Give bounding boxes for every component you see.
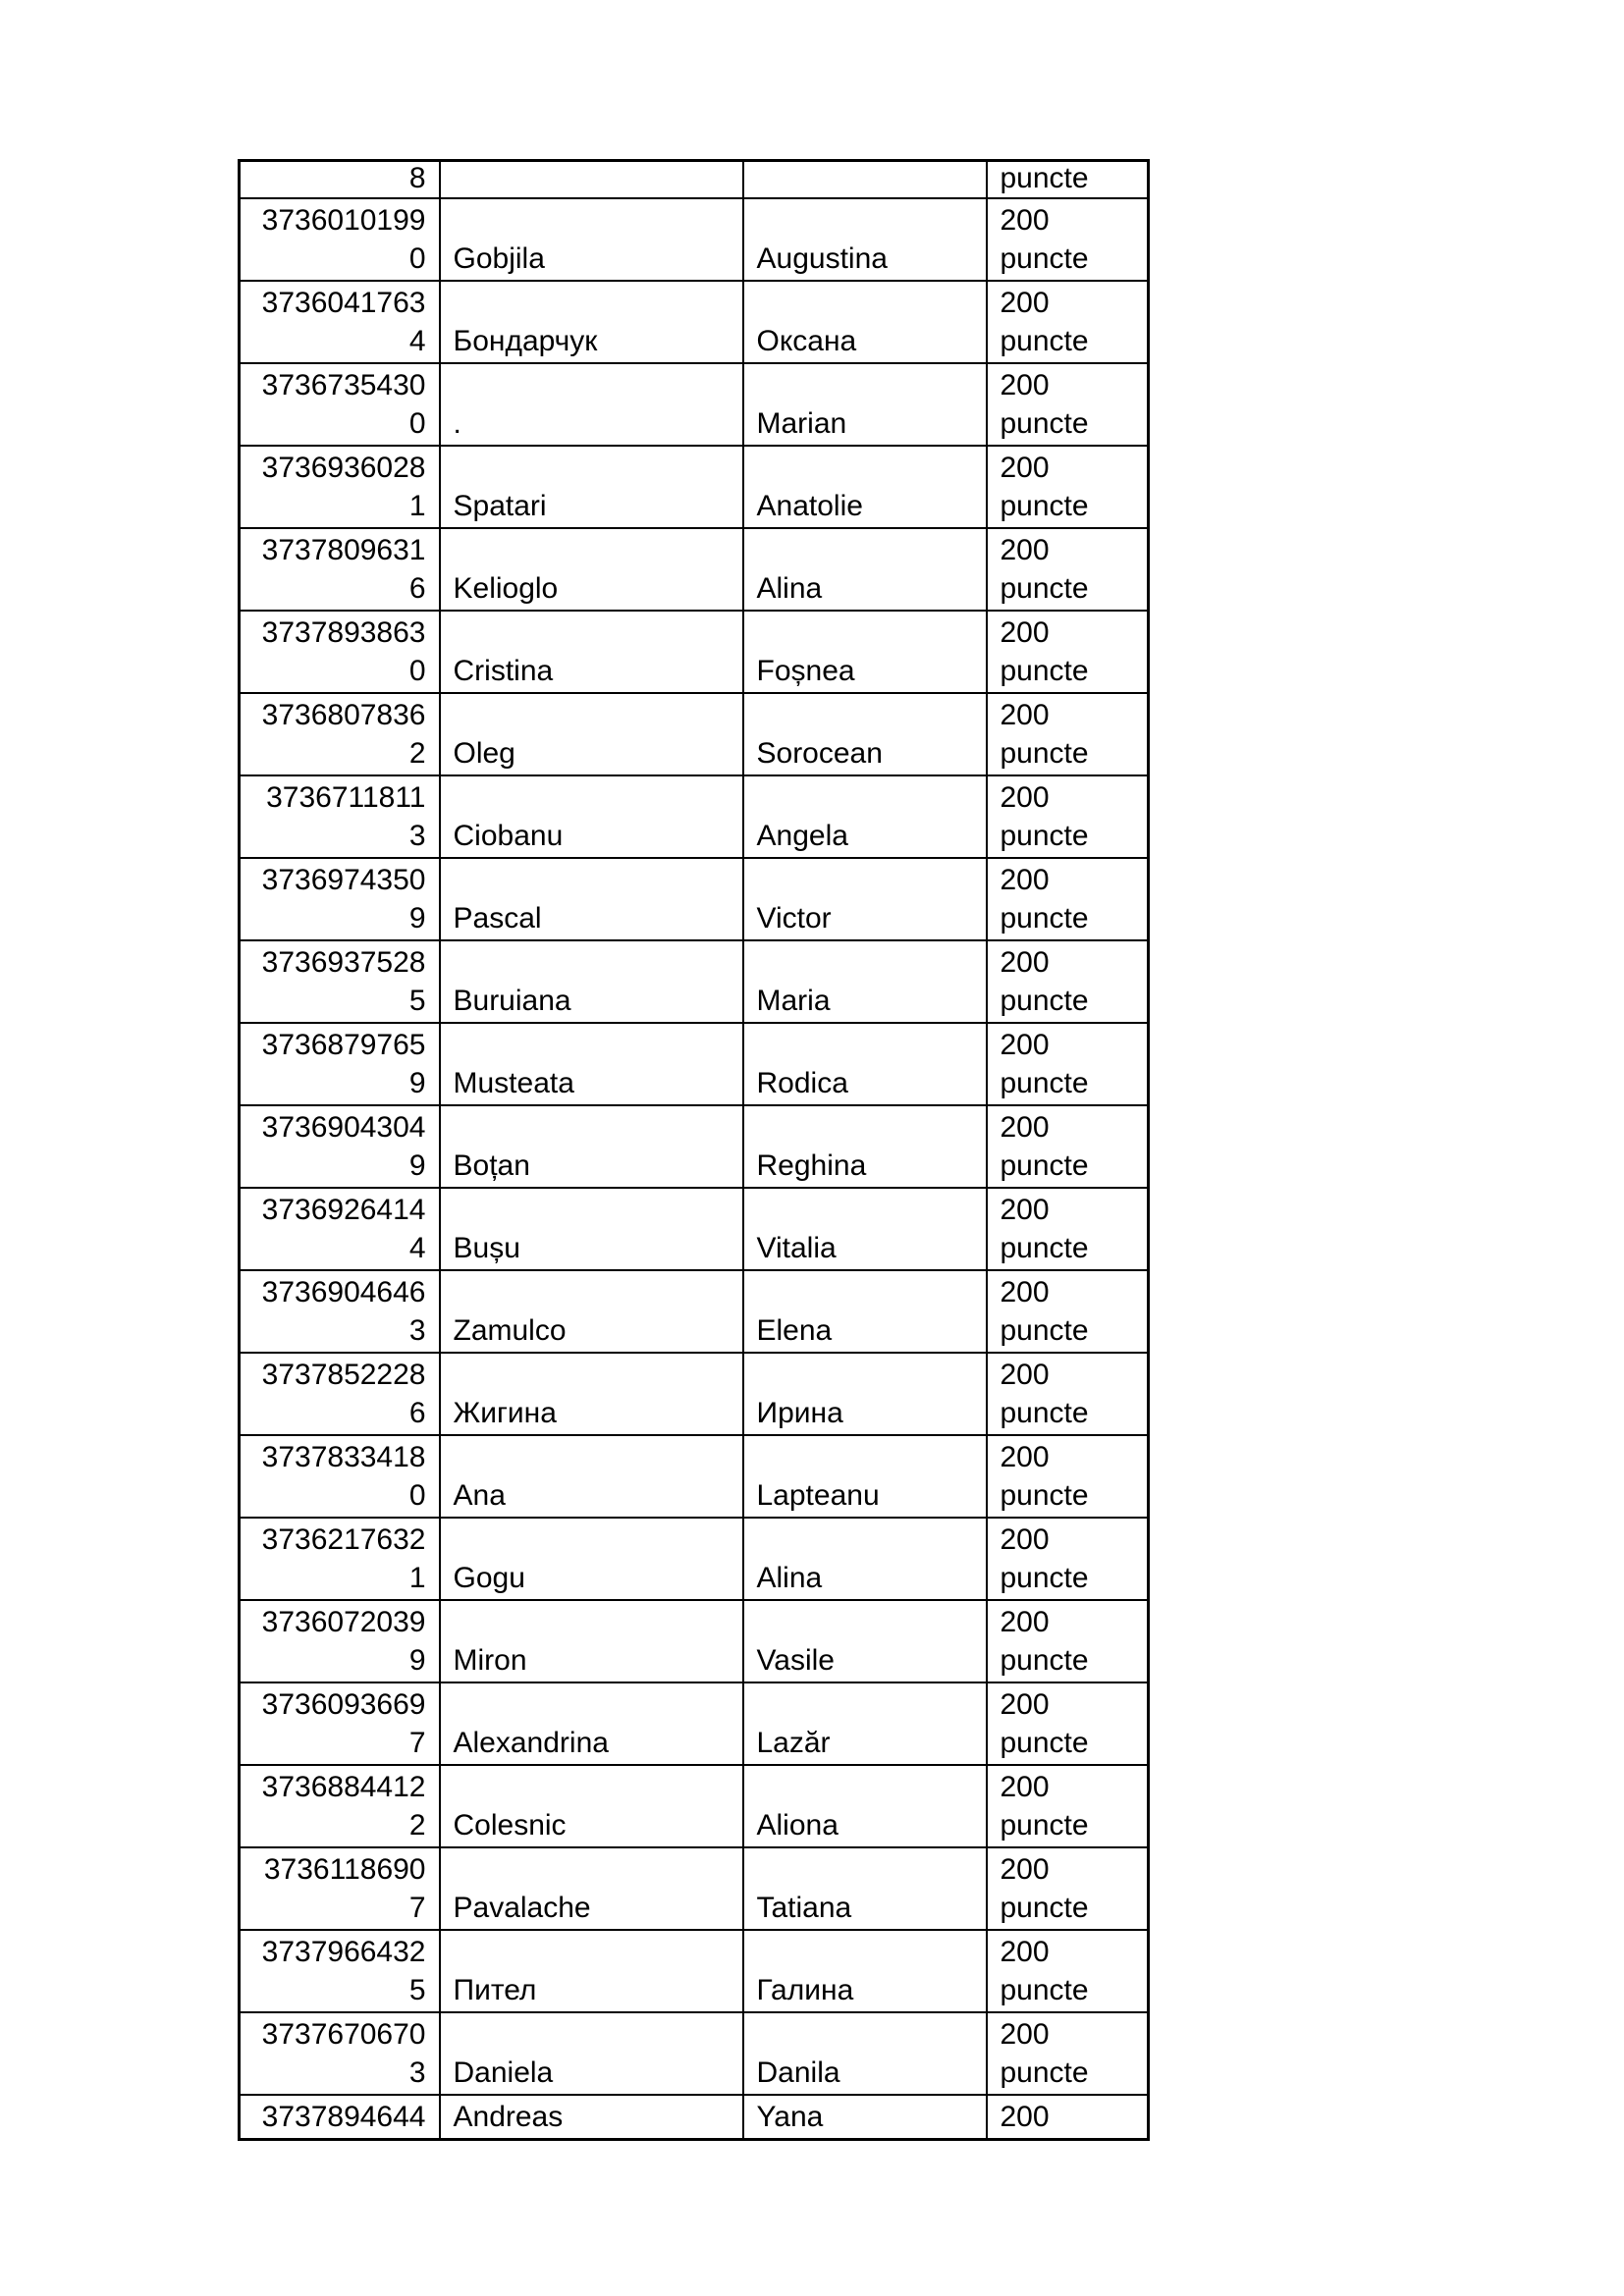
phone-line-2: 0 [408,242,426,275]
phone-cell [240,940,440,1023]
table-row [240,940,1149,1023]
points-cell [987,1847,1149,1930]
points-value: 200 [1000,534,1050,566]
points-value: 200 [1000,1194,1050,1226]
name-cell-2 [743,198,987,281]
name-2-text: Rodica [756,1067,848,1099]
name-2-text: Оксана [756,325,857,357]
name-cell-2 [743,858,987,940]
points-cell [987,1518,1149,1600]
name-1-text: . [453,407,461,440]
name-cell-2 [743,1847,987,1930]
name-cell-2 [743,528,987,611]
phone-line-1: 3736807836 [261,699,426,731]
phone-line-1: 3736936028 [261,452,426,484]
phone-line-2: 6 [408,572,426,605]
points-unit: puncte [1000,2056,1089,2089]
name-cell-1 [440,1930,743,2012]
phone-line-2: 1 [408,490,426,522]
name-cell-1 [440,1518,743,1600]
table-row [240,1930,1149,2012]
points-cell [987,1270,1149,1353]
results-table-body [240,161,1149,2140]
phone-cell [240,1518,440,1600]
phone-line-1: 3737893863 [261,616,426,649]
points-unit: puncte [1000,1479,1089,1512]
name-cell-2 [743,2095,987,2140]
phone-line-2: 9 [408,1067,426,1099]
name-cell-2 [743,1353,987,1435]
results-table [238,159,1150,2141]
phone-cell [240,1105,440,1188]
name-1-text: Ana [453,1479,506,1512]
table-row-partial-bottom [240,2095,1149,2140]
table-row [240,2012,1149,2095]
points-unit: puncte [1000,1397,1089,1429]
phone-line-2: 2 [408,1809,426,1842]
phone-line-2: 5 [408,985,426,1017]
phone-cell [240,1930,440,2012]
name-cell-1 [440,940,743,1023]
name-2-text: Marian [756,407,847,440]
name-cell-2 [743,161,987,199]
name-1-text: Spatari [453,490,547,522]
name-1-text: Cristina [453,655,554,687]
name-1-text: Gogu [453,1562,525,1594]
points-unit: puncte [1000,162,1089,194]
name-1-text: Miron [453,1644,527,1677]
table-row [240,775,1149,858]
name-2-text: Alina [756,572,823,605]
name-2-text: Yana [756,2101,824,2133]
points-value: 200 [1000,1111,1050,1144]
points-cell [987,446,1149,528]
phone-line-2: 3 [408,2056,426,2089]
points-value: 200 [1000,699,1050,731]
name-1-text: Пител [453,1974,537,2006]
phone-cell [240,858,440,940]
name-cell-1 [440,693,743,775]
name-2-text: Danila [756,2056,840,2089]
phone-line-2: 3 [408,820,426,852]
points-unit: puncte [1000,1149,1089,1182]
name-1-text: Gobjila [453,242,545,275]
phone-cell [240,1847,440,1930]
phone-line-2: 7 [408,1727,426,1759]
name-2-text: Angela [756,820,848,852]
points-cell [987,1023,1149,1105]
phone-cell [240,363,440,446]
name-cell-2 [743,1765,987,1847]
points-unit: puncte [1000,902,1089,934]
points-value: 200 [1000,1606,1050,1638]
phone-line-1: 3736879765 [261,1029,426,1061]
name-cell-2 [743,1435,987,1518]
name-1-text: Бондарчук [453,325,598,357]
phone-cell [240,446,440,528]
phone-line-1: 3736937528 [261,946,426,979]
points-value: 200 [1000,946,1050,979]
name-cell-1 [440,1188,743,1270]
phone-line-1: 3736904646 [261,1276,426,1308]
points-value: 200 [1000,1853,1050,1886]
points-cell [987,1682,1149,1765]
name-cell-1 [440,446,743,528]
name-2-text: Aliona [756,1809,839,1842]
points-cell [987,1765,1149,1847]
table-row [240,446,1149,528]
points-unit: puncte [1000,1809,1089,1842]
points-cell [987,281,1149,363]
name-1-text: Andreas [453,2101,564,2133]
name-2-text: Sorocean [756,737,883,770]
phone-line-1: 3736711811 [266,781,426,814]
phone-overflow-digit: 8 [408,162,426,194]
table-row [240,198,1149,281]
table-row [240,1518,1149,1600]
points-value: 200 [1000,616,1050,649]
name-cell-2 [743,693,987,775]
name-2-text: Alina [756,1562,823,1594]
points-unit: puncte [1000,572,1089,605]
points-value: 200 [1000,2101,1050,2133]
name-cell-1 [440,528,743,611]
points-value: 200 [1000,1771,1050,1803]
phone-line-1: 3736217632 [261,1523,426,1556]
table-row [240,1188,1149,1270]
points-value: 200 [1000,2018,1050,2051]
name-cell-1 [440,2012,743,2095]
phone-line-2: 5 [408,1974,426,2006]
phone-cell [240,1600,440,1682]
phone-line-2: 9 [408,1149,426,1182]
phone-line-2: 6 [408,1397,426,1429]
points-cell [987,2012,1149,2095]
points-value: 200 [1000,1359,1050,1391]
points-cell [987,161,1149,199]
phone-cell [240,775,440,858]
phone-line-1: 3737809631 [261,534,426,566]
phone-cell [240,2095,440,2140]
points-value: 200 [1000,204,1050,237]
name-cell-1 [440,1600,743,1682]
phone-line-2: 9 [408,902,426,934]
name-cell-2 [743,1023,987,1105]
name-2-text: Maria [756,985,831,1017]
name-cell-1 [440,1270,743,1353]
name-1-text: Kelioglo [453,572,559,605]
phone-line-2: 1 [408,1562,426,1594]
table-row [240,1682,1149,1765]
points-unit: puncte [1000,242,1089,275]
phone-line-2: 9 [408,1644,426,1677]
phone-line-1: 3737894644 [261,2101,426,2133]
table-row [240,1023,1149,1105]
points-value: 200 [1000,1936,1050,1968]
name-cell-2 [743,1930,987,2012]
name-cell-1 [440,1435,743,1518]
points-value: 200 [1000,1523,1050,1556]
name-1-text: Daniela [453,2056,554,2089]
points-value: 200 [1000,1276,1050,1308]
points-unit: puncte [1000,1892,1089,1924]
name-1-text: Alexandrina [453,1727,609,1759]
points-cell [987,1600,1149,1682]
name-1-text: Zamulco [453,1314,567,1347]
points-unit: puncte [1000,325,1089,357]
name-cell-1 [440,1765,743,1847]
points-unit: puncte [1000,1067,1089,1099]
table-row [240,1435,1149,1518]
phone-line-1: 3736904304 [261,1111,426,1144]
points-cell [987,2095,1149,2140]
name-1-text: Musteata [453,1067,574,1099]
phone-line-2: 0 [408,407,426,440]
name-cell-2 [743,1682,987,1765]
phone-line-1: 3736884412 [261,1771,426,1803]
points-cell [987,1188,1149,1270]
name-1-text: Oleg [453,737,515,770]
phone-cell [240,1353,440,1435]
table-row [240,528,1149,611]
points-value: 200 [1000,1029,1050,1061]
table-row [240,1765,1149,1847]
name-cell-2 [743,611,987,693]
name-1-text: Жигина [453,1397,557,1429]
phone-cell [240,1023,440,1105]
phone-line-2: 2 [408,737,426,770]
table-row [240,1270,1149,1353]
name-2-text: Foșnea [756,655,855,687]
phone-cell [240,693,440,775]
phone-cell [240,161,440,199]
name-cell-1 [440,858,743,940]
name-1-text: Boțan [453,1149,530,1182]
points-unit: puncte [1000,1562,1089,1594]
phone-line-2: 7 [408,1892,426,1924]
table-row [240,1353,1149,1435]
points-unit: puncte [1000,1314,1089,1347]
name-cell-1 [440,1353,743,1435]
name-2-text: Vitalia [756,1232,837,1264]
name-cell-2 [743,1270,987,1353]
table-row [240,611,1149,693]
table-row [240,281,1149,363]
points-unit: puncte [1000,1232,1089,1264]
points-unit: puncte [1000,1644,1089,1677]
name-cell-1 [440,161,743,199]
name-cell-2 [743,2012,987,2095]
points-value: 200 [1000,452,1050,484]
name-cell-1 [440,1023,743,1105]
name-1-text: Bușu [453,1232,520,1264]
name-2-text: Anatolie [756,490,863,522]
table-row [240,363,1149,446]
name-cell-1 [440,1682,743,1765]
phone-line-1: 3736093669 [261,1688,426,1721]
name-cell-2 [743,775,987,858]
points-unit: puncte [1000,820,1089,852]
phone-line-1: 3736041763 [261,287,426,319]
name-cell-2 [743,1188,987,1270]
points-unit: puncte [1000,1974,1089,2006]
phone-cell [240,528,440,611]
points-cell [987,1105,1149,1188]
name-cell-2 [743,940,987,1023]
points-value: 200 [1000,1441,1050,1473]
phone-line-1: 3737670670 [261,2018,426,2051]
name-2-text: Lazăr [756,1727,831,1759]
phone-line-1: 3736735430 [261,369,426,401]
phone-line-2: 0 [408,1479,426,1512]
points-unit: puncte [1000,985,1089,1017]
phone-cell [240,1188,440,1270]
phone-cell [240,2012,440,2095]
name-cell-2 [743,1105,987,1188]
phone-line-2: 0 [408,655,426,687]
phone-line-1: 3737833418 [261,1441,426,1473]
points-value: 200 [1000,369,1050,401]
phone-cell [240,1765,440,1847]
name-1-text: Ciobanu [453,820,564,852]
phone-line-2: 4 [408,325,426,357]
points-value: 200 [1000,287,1050,319]
phone-cell [240,611,440,693]
name-1-text: Buruiana [453,985,571,1017]
name-cell-1 [440,363,743,446]
points-cell [987,1353,1149,1435]
name-cell-1 [440,1847,743,1930]
points-cell [987,940,1149,1023]
table-row [240,1105,1149,1188]
name-1-text: Colesnic [453,1809,567,1842]
points-value: 200 [1000,1688,1050,1721]
phone-line-2: 3 [408,1314,426,1347]
points-cell [987,611,1149,693]
points-cell [987,775,1149,858]
phone-cell [240,281,440,363]
name-1-text: Pascal [453,902,542,934]
phone-cell [240,1435,440,1518]
name-2-text: Lapteanu [756,1479,880,1512]
points-cell [987,693,1149,775]
phone-cell [240,1682,440,1765]
phone-line-1: 3736926414 [261,1194,426,1226]
points-unit: puncte [1000,490,1089,522]
name-2-text: Галина [756,1974,854,2006]
name-1-text: Pavalache [453,1892,591,1924]
phone-cell [240,1270,440,1353]
table-row-partial-top [240,161,1149,199]
name-cell-1 [440,198,743,281]
table-row [240,693,1149,775]
table-row [240,1600,1149,1682]
points-unit: puncte [1000,407,1089,440]
name-2-text: Victor [756,902,832,934]
points-unit: puncte [1000,655,1089,687]
name-2-text: Vasile [756,1644,835,1677]
name-cell-2 [743,1600,987,1682]
points-unit: puncte [1000,1727,1089,1759]
phone-line-1: 3736072039 [261,1606,426,1638]
name-cell-2 [743,446,987,528]
phone-line-1: 3736010199 [261,204,426,237]
phone-cell [240,198,440,281]
name-2-text: Ирина [756,1397,843,1429]
points-value: 200 [1000,781,1050,814]
points-cell [987,528,1149,611]
points-cell [987,1930,1149,2012]
points-cell [987,1435,1149,1518]
points-cell [987,363,1149,446]
phone-line-1: 3736974350 [261,864,426,896]
points-cell [987,198,1149,281]
name-cell-2 [743,1518,987,1600]
name-cell-2 [743,281,987,363]
phone-line-1: 3737966432 [261,1936,426,1968]
name-cell-1 [440,611,743,693]
name-cell-1 [440,1105,743,1188]
name-2-text: Augustina [756,242,888,275]
points-cell [987,858,1149,940]
name-2-text: Elena [756,1314,833,1347]
table-row [240,858,1149,940]
name-2-text: Tatiana [756,1892,852,1924]
phone-line-2: 4 [408,1232,426,1264]
name-cell-1 [440,775,743,858]
name-cell-2 [743,363,987,446]
points-value: 200 [1000,864,1050,896]
name-2-text: Reghina [756,1149,867,1182]
phone-line-1: 3737852228 [261,1359,426,1391]
points-unit: puncte [1000,737,1089,770]
table-row [240,1847,1149,1930]
phone-line-1: 3736118690 [263,1853,426,1886]
name-cell-1 [440,2095,743,2140]
name-cell-1 [440,281,743,363]
